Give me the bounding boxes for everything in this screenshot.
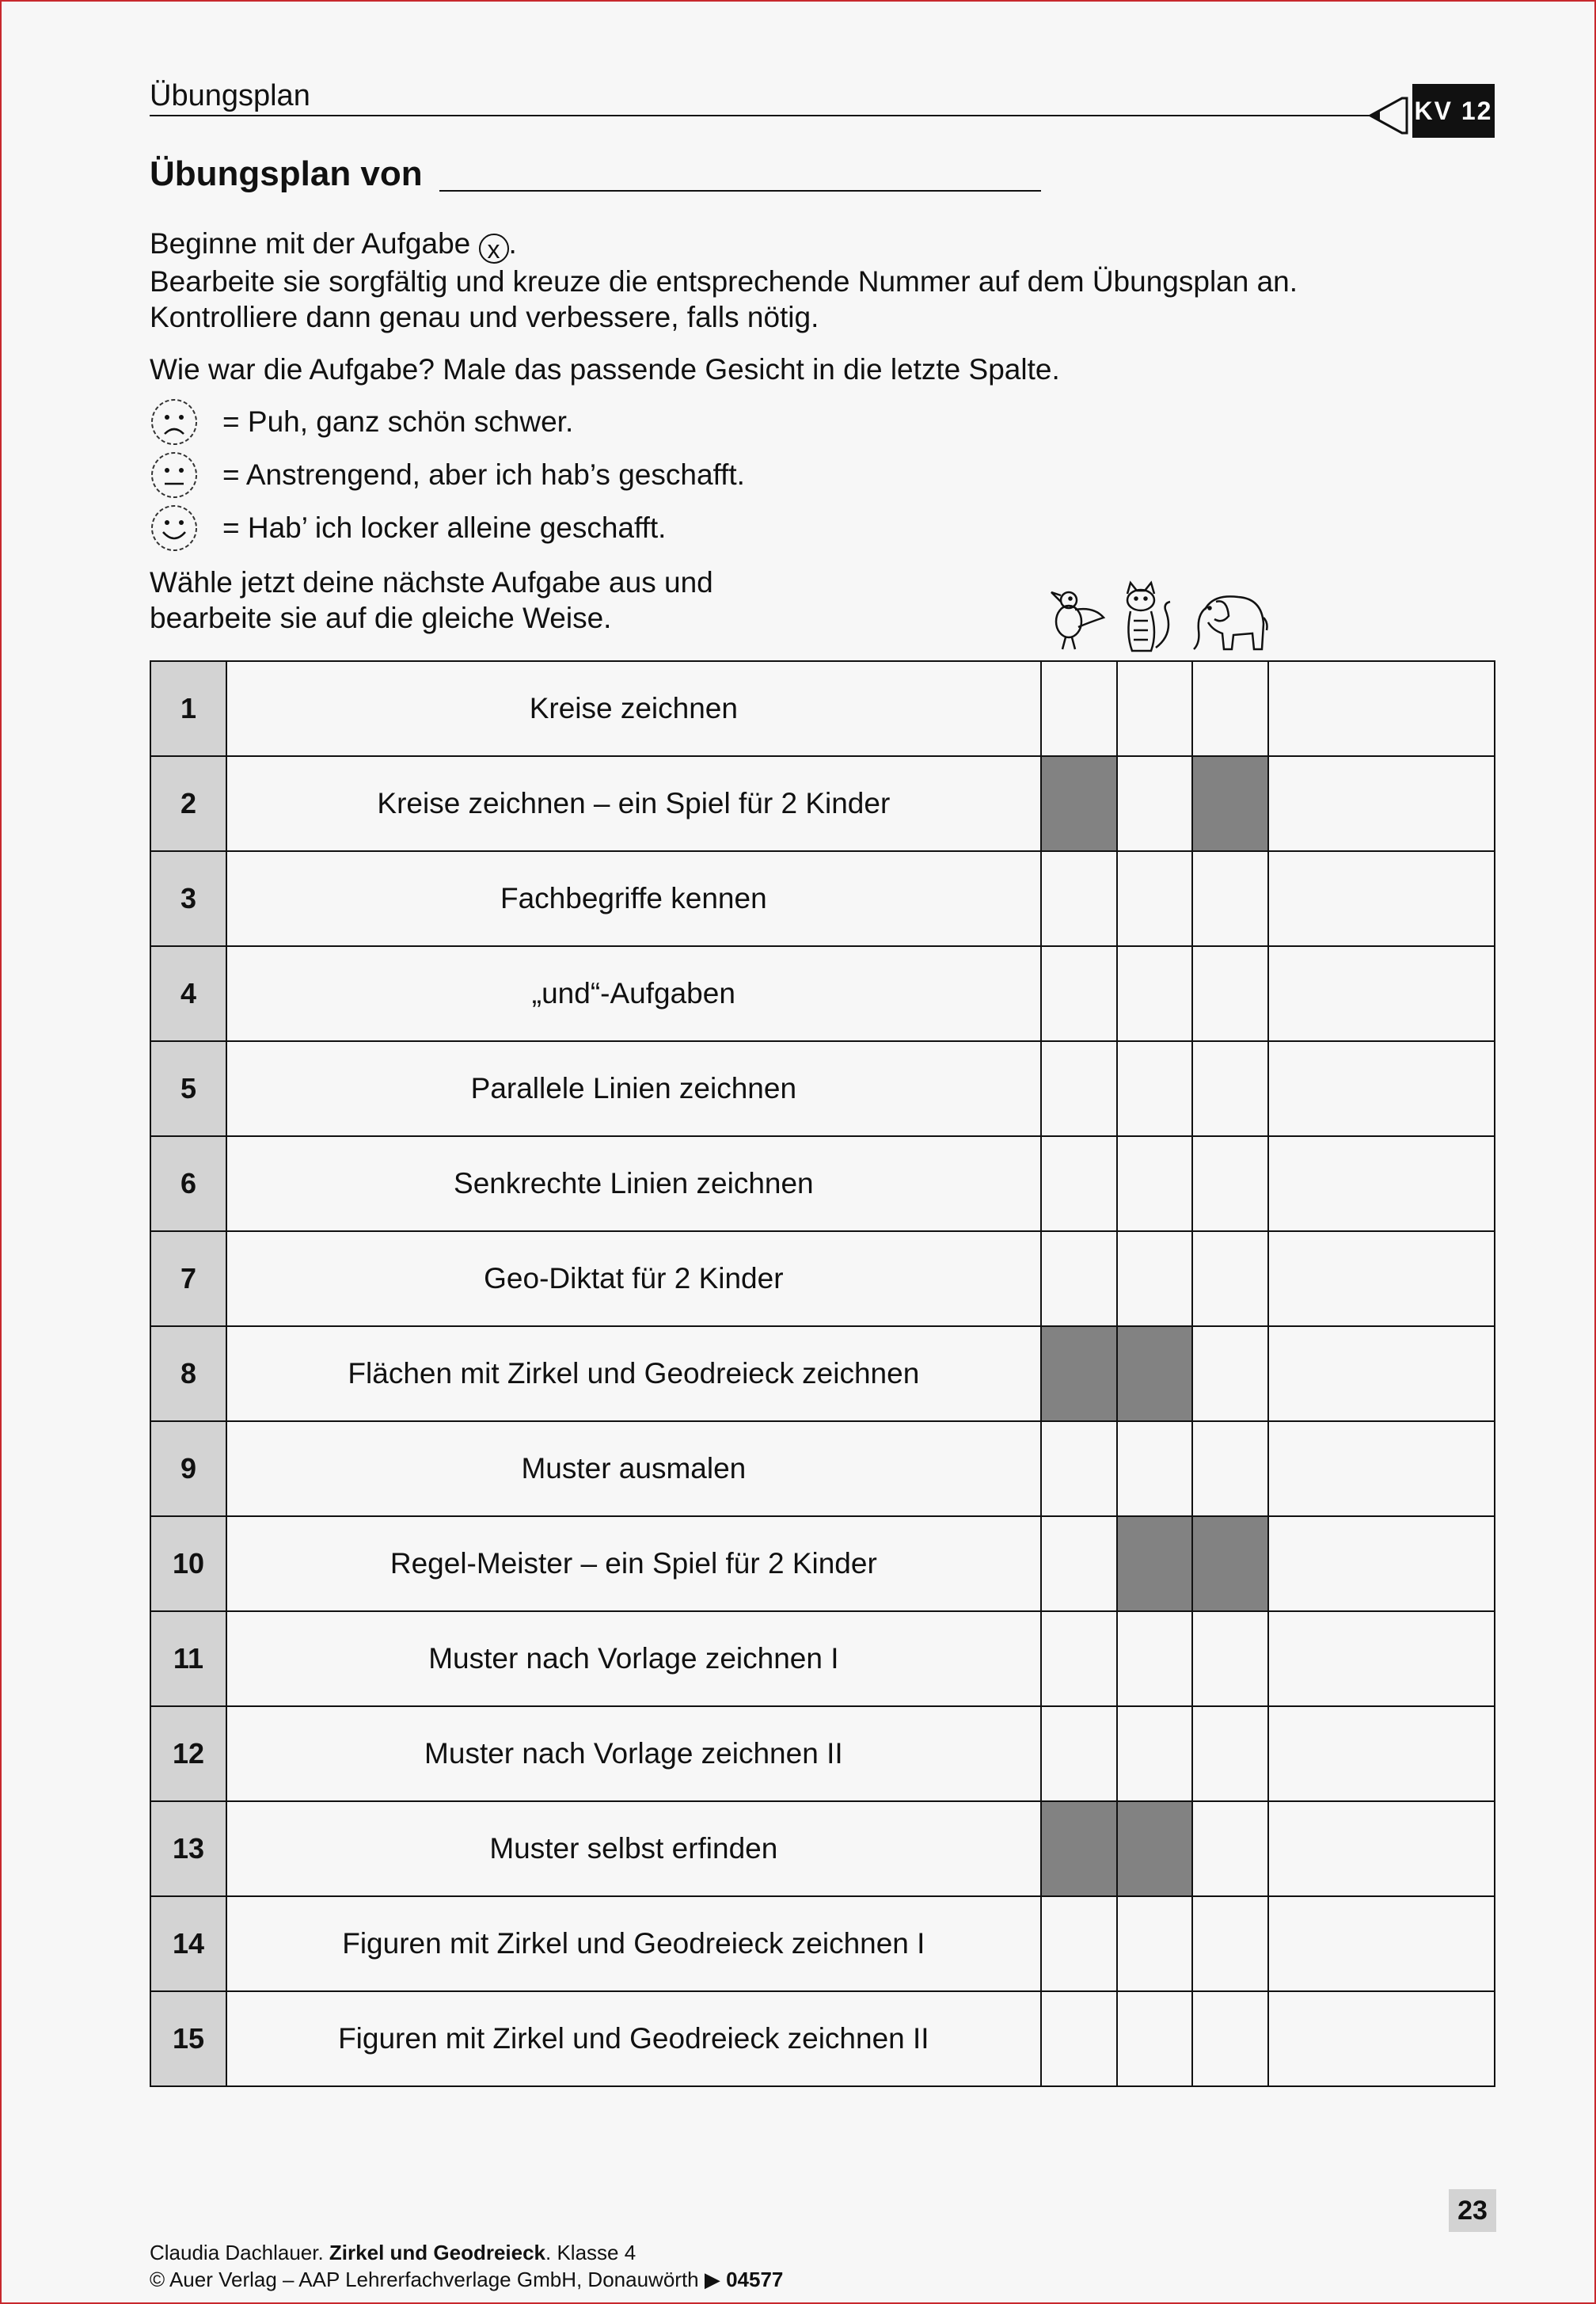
- circled-x-icon: x: [479, 234, 509, 264]
- face-question: Wie war die Aufgabe? Male das passende Gesicht in die letzte Spalte.: [150, 353, 1060, 386]
- table-row: [150, 1896, 1495, 1991]
- cat-level-cell[interactable]: [1117, 1896, 1193, 1991]
- instruction-line-1: [150, 226, 1298, 264]
- table-row: [150, 1231, 1495, 1326]
- legend-sad-text: = Puh, ganz schön schwer.: [222, 405, 574, 438]
- task-number-cell[interactable]: 14: [150, 1896, 226, 1991]
- task-label-cell: Muster nach Vorlage zeichnen II: [226, 1706, 1041, 1801]
- table-row: [150, 851, 1495, 946]
- table-row: [150, 1041, 1495, 1136]
- elephant-level-cell[interactable]: [1192, 1801, 1268, 1896]
- bird-level-cell[interactable]: [1041, 1896, 1117, 1991]
- legend-sad: [150, 396, 573, 448]
- task-number-cell[interactable]: 1: [150, 661, 226, 756]
- task-label-cell: Geo-Diktat für 2 Kinder: [226, 1231, 1041, 1326]
- legend-happy-text: = Hab’ ich locker alleine geschafft.: [222, 511, 667, 544]
- task-label-cell: Muster nach Vorlage zeichnen I: [226, 1611, 1041, 1706]
- cat-level-cell[interactable]: [1117, 851, 1193, 946]
- task-number-cell[interactable]: 15: [150, 1991, 226, 2086]
- footer-publisher: © Auer Verlag – AAP Lehrerfachverlage GmbH, Donauwörth: [150, 2268, 705, 2291]
- legend-neutral-text: = Anstrengend, aber ich hab’s geschafft.: [222, 458, 745, 491]
- cat-icon: [1127, 583, 1170, 651]
- task-label-cell: Fachbegriffe kennen: [226, 851, 1041, 946]
- task-number-cell[interactable]: 5: [150, 1041, 226, 1136]
- bird-icon: [1051, 592, 1104, 649]
- page-number: 23: [1449, 2189, 1496, 2232]
- plan-title: Übungsplan von: [150, 154, 423, 193]
- cat-level-cell[interactable]: [1117, 756, 1193, 851]
- table-row: [150, 661, 1495, 756]
- elephant-level-cell[interactable]: [1192, 1896, 1268, 1991]
- elephant-level-cell: [1192, 756, 1268, 851]
- instruction-line-2: Bearbeite sie sorgfältig und kreuze die entsprechende Nummer auf dem Übungsplan an.: [150, 265, 1298, 298]
- instruction-text: Beginne mit der Aufgabe: [150, 227, 479, 260]
- bird-level-cell[interactable]: [1041, 946, 1117, 1041]
- task-number-cell[interactable]: 9: [150, 1421, 226, 1516]
- name-write-line[interactable]: [439, 190, 1041, 192]
- legend-neutral: [150, 449, 745, 501]
- task-number-cell[interactable]: 13: [150, 1801, 226, 1896]
- footer-book-title: Zirkel und Geodreieck: [329, 2241, 546, 2264]
- elephant-level-cell[interactable]: [1192, 946, 1268, 1041]
- face-drawing-cell[interactable]: [1268, 1801, 1495, 1896]
- happy-face-icon: [150, 504, 199, 553]
- bird-level-cell[interactable]: [1041, 1706, 1117, 1801]
- face-drawing-cell[interactable]: [1268, 661, 1495, 756]
- elephant-icon: [1194, 596, 1267, 649]
- elephant-level-cell[interactable]: [1192, 1421, 1268, 1516]
- table-row: [150, 756, 1495, 851]
- task-label-cell: Muster selbst erfinden: [226, 1801, 1041, 1896]
- task-label-cell: Muster ausmalen: [226, 1421, 1041, 1516]
- pencil-tip-icon: [1369, 93, 1408, 138]
- header-rule: [150, 115, 1373, 116]
- face-drawing-cell[interactable]: [1268, 1326, 1495, 1421]
- bird-level-cell[interactable]: [1041, 1611, 1117, 1706]
- table-row: [150, 1611, 1495, 1706]
- choose-next-instructions: [150, 565, 713, 636]
- bird-level-cell[interactable]: [1041, 1041, 1117, 1136]
- task-label-cell: „und“-Aufgaben: [226, 946, 1041, 1041]
- table-row: [150, 1516, 1495, 1611]
- table-row: [150, 1801, 1495, 1896]
- bird-level-cell[interactable]: [1041, 851, 1117, 946]
- task-label-cell: Figuren mit Zirkel und Geodreieck zeichnen I: [226, 1896, 1041, 1991]
- elephant-level-cell[interactable]: [1192, 661, 1268, 756]
- cat-level-cell[interactable]: [1117, 661, 1193, 756]
- cat-level-cell[interactable]: [1117, 1041, 1193, 1136]
- face-drawing-cell[interactable]: [1268, 756, 1495, 851]
- elephant-level-cell[interactable]: [1192, 1706, 1268, 1801]
- instruction-line-3: Kontrolliere dann genau und verbessere, falls nötig.: [150, 301, 819, 333]
- task-label-cell: Regel-Meister – ein Spiel für 2 Kinder: [226, 1516, 1041, 1611]
- task-number-cell[interactable]: 4: [150, 946, 226, 1041]
- face-drawing-cell[interactable]: [1268, 1991, 1495, 2086]
- cat-level-cell[interactable]: [1117, 1991, 1193, 2086]
- bird-level-cell[interactable]: [1041, 1421, 1117, 1516]
- footer-order-number: 04577: [726, 2268, 784, 2291]
- cat-level-cell[interactable]: [1117, 946, 1193, 1041]
- elephant-level-cell[interactable]: [1192, 1041, 1268, 1136]
- face-drawing-cell[interactable]: [1268, 1706, 1495, 1801]
- face-drawing-cell[interactable]: [1268, 946, 1495, 1041]
- task-label-cell: Kreise zeichnen – ein Spiel für 2 Kinder: [226, 756, 1041, 851]
- neutral-face-icon: [150, 451, 199, 500]
- face-drawing-cell[interactable]: [1268, 1041, 1495, 1136]
- bird-level-cell: [1041, 1801, 1117, 1896]
- bird-level-cell[interactable]: [1041, 1231, 1117, 1326]
- sad-face-icon: [150, 397, 199, 447]
- table-row: [150, 946, 1495, 1041]
- cat-level-cell[interactable]: [1117, 1136, 1193, 1231]
- task-number-cell[interactable]: 2: [150, 756, 226, 851]
- elephant-level-cell: [1192, 1516, 1268, 1611]
- elephant-level-cell[interactable]: [1192, 851, 1268, 946]
- bird-level-cell[interactable]: [1041, 661, 1117, 756]
- elephant-level-cell[interactable]: [1192, 1231, 1268, 1326]
- instruction-period: .: [508, 227, 517, 260]
- task-number-cell[interactable]: 3: [150, 851, 226, 946]
- task-label-cell: Flächen mit Zirkel und Geodreieck zeichnen: [226, 1326, 1041, 1421]
- task-number-cell[interactable]: 10: [150, 1516, 226, 1611]
- choose-line-1: Wähle jetzt deine nächste Aufgabe aus und: [150, 566, 713, 599]
- face-drawing-cell[interactable]: [1268, 1896, 1495, 1991]
- face-drawing-cell[interactable]: [1268, 1421, 1495, 1516]
- face-drawing-cell[interactable]: [1268, 1516, 1495, 1611]
- bird-level-cell[interactable]: [1041, 1991, 1117, 2086]
- footer-author: Claudia Dachlauer.: [150, 2241, 329, 2264]
- task-label-cell: Senkrechte Linien zeichnen: [226, 1136, 1041, 1231]
- task-number-cell[interactable]: 8: [150, 1326, 226, 1421]
- cat-level-cell: [1117, 1326, 1193, 1421]
- footer-grade: . Klasse 4: [545, 2241, 636, 2264]
- bird-level-cell: [1041, 756, 1117, 851]
- kv-badge: KV 12: [1412, 84, 1495, 138]
- elephant-level-cell[interactable]: [1192, 1611, 1268, 1706]
- face-drawing-cell[interactable]: [1268, 1136, 1495, 1231]
- arrow-right-icon: ▶: [704, 2268, 720, 2291]
- footer-citation: [150, 2239, 783, 2266]
- header-title: Übungsplan: [150, 79, 310, 112]
- legend-happy: [150, 502, 666, 554]
- difficulty-animals: [1039, 578, 1268, 657]
- bird-level-cell[interactable]: [1041, 1136, 1117, 1231]
- elephant-level-cell[interactable]: [1192, 1136, 1268, 1231]
- table-row: [150, 1991, 1495, 2086]
- bird-level-cell: [1041, 1326, 1117, 1421]
- footer: [150, 2239, 783, 2293]
- bird-level-cell[interactable]: [1041, 1516, 1117, 1611]
- face-drawing-cell[interactable]: [1268, 1231, 1495, 1326]
- elephant-level-cell[interactable]: [1192, 1326, 1268, 1421]
- cat-level-cell[interactable]: [1117, 1421, 1193, 1516]
- task-number-cell[interactable]: 11: [150, 1611, 226, 1706]
- cat-level-cell[interactable]: [1117, 1611, 1193, 1706]
- task-number-cell[interactable]: 12: [150, 1706, 226, 1801]
- footer-copyright: [150, 2266, 783, 2293]
- task-label-cell: Kreise zeichnen: [226, 661, 1041, 756]
- table-row: [150, 1421, 1495, 1516]
- elephant-level-cell[interactable]: [1192, 1991, 1268, 2086]
- task-label-cell: Figuren mit Zirkel und Geodreieck zeichnen II: [226, 1991, 1041, 2086]
- cat-level-cell[interactable]: [1117, 1231, 1193, 1326]
- cat-level-cell[interactable]: [1117, 1706, 1193, 1801]
- cat-level-cell: [1117, 1801, 1193, 1896]
- table-row: [150, 1326, 1495, 1421]
- page-header: [150, 76, 1495, 125]
- instructions: [150, 226, 1298, 335]
- table-row: [150, 1706, 1495, 1801]
- task-number-cell[interactable]: 7: [150, 1231, 226, 1326]
- table-row: [150, 1136, 1495, 1231]
- choose-line-2: bearbeite sie auf die gleiche Weise.: [150, 602, 612, 634]
- task-label-cell: Parallele Linien zeichnen: [226, 1041, 1041, 1136]
- exercise-plan-table: [150, 660, 1495, 2087]
- task-number-cell[interactable]: 6: [150, 1136, 226, 1231]
- face-drawing-cell[interactable]: [1268, 1611, 1495, 1706]
- cat-level-cell: [1117, 1516, 1193, 1611]
- face-drawing-cell[interactable]: [1268, 851, 1495, 946]
